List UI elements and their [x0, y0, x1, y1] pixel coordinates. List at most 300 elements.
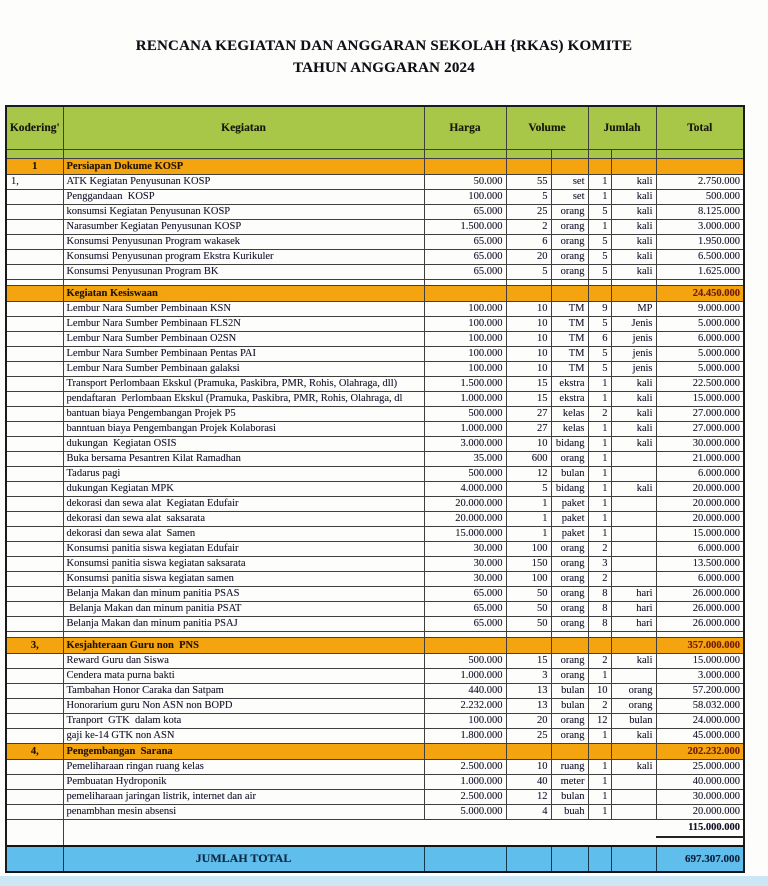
cell-total: 697.307.000: [656, 846, 744, 872]
cell-total: 500.000: [656, 189, 744, 204]
cell-jumlah-qty: 1: [588, 668, 611, 683]
cell-volume-qty: 10: [506, 346, 551, 361]
cell-harga: 1.500.000: [424, 219, 506, 234]
cell-kodering: [6, 759, 63, 774]
cell-jumlah-qty: 6: [588, 331, 611, 346]
cell-jumlah-qty: 1: [588, 451, 611, 466]
cell-kegiatan: Lembur Nara Sumber Pembinaan galaksi: [63, 361, 424, 376]
cell-volume-qty: 15: [506, 376, 551, 391]
cell-jumlah-qty: 1: [588, 376, 611, 391]
cell-harga: 65.000: [424, 601, 506, 616]
item-row: [6, 466, 744, 481]
cell-jumlah-unit: [611, 511, 656, 526]
cell-jumlah-qty: 1: [588, 189, 611, 204]
cell-volume-unit: orang: [551, 556, 588, 571]
cell-kodering: [6, 728, 63, 743]
cell-jumlah-qty: [588, 846, 611, 872]
cell-kodering: [6, 586, 63, 601]
cell-harga: 1.500.000: [424, 376, 506, 391]
cell-kegiatan: bantuan biaya Pengembangan Projek P5: [63, 406, 424, 421]
cell-harga: [424, 158, 506, 174]
cell-volume-unit: [551, 149, 588, 158]
item-row: [6, 586, 744, 601]
cell-jumlah-qty: 1: [588, 436, 611, 451]
cell-total: 15.000.000: [656, 653, 744, 668]
cell-jumlah-qty: 3: [588, 556, 611, 571]
cell-jumlah-unit: [611, 804, 656, 819]
cell-jumlah-unit: orang: [611, 683, 656, 698]
cell-jumlah-unit: [611, 158, 656, 174]
cell-volume-qty: 2: [506, 219, 551, 234]
cell-volume-unit: [551, 846, 588, 872]
cell-total: 5.000.000: [656, 346, 744, 361]
cell-jumlah-qty: [588, 637, 611, 653]
cell-jumlah-qty: 2: [588, 653, 611, 668]
item-row: [6, 451, 744, 466]
grand-row: [6, 846, 744, 872]
cell-kegiatan: Lembur Nara Sumber Pembinaan Pentas PAI: [63, 346, 424, 361]
cell-total: 202.232.000: [656, 743, 744, 759]
cell-kegiatan: Konsumsi Penyusunan Program BK: [63, 264, 424, 279]
cell-harga: [424, 637, 506, 653]
item-row: [6, 174, 744, 189]
cell-jumlah-qty: 1: [588, 789, 611, 804]
cell-jumlah-qty: 1: [588, 526, 611, 541]
cell-jumlah-unit: hari: [611, 616, 656, 631]
cell-kegiatan: Honorarium guru Non ASN non BOPD: [63, 698, 424, 713]
cell-total: 9.000.000: [656, 301, 744, 316]
cell-jumlah-unit: [611, 541, 656, 556]
cell-volume-unit: [551, 837, 588, 846]
cell-kegiatan: Pembuatan Hydroponik: [63, 774, 424, 789]
cell-kodering: [6, 846, 63, 872]
cell-total: 20.000.000: [656, 511, 744, 526]
cell-harga: [424, 837, 506, 846]
cell-jumlah-qty: 1: [588, 421, 611, 436]
cell-harga: 50.000: [424, 174, 506, 189]
cell-total: 3.000.000: [656, 668, 744, 683]
item-row: [6, 511, 744, 526]
cell-kegiatan: Konsumsi panitia siswa kegiatan saksarata: [63, 556, 424, 571]
cell-harga: 100.000: [424, 361, 506, 376]
cell-kegiatan: Transport Perlombaan Ekskul (Pramuka, Paskibra, PMR, Rohis, Olahraga, dll): [63, 376, 424, 391]
cell-kodering: 1: [6, 158, 63, 174]
item-row: [6, 653, 744, 668]
cell-harga: [424, 819, 506, 837]
cell-total: 1.950.000: [656, 234, 744, 249]
cell-total: 27.000.000: [656, 406, 744, 421]
cell-kodering: [6, 481, 63, 496]
cell-total: 15.000.000: [656, 391, 744, 406]
item-row: [6, 556, 744, 571]
cell-volume-qty: 50: [506, 616, 551, 631]
cell-kodering: [6, 698, 63, 713]
cell-jumlah-unit: [611, 637, 656, 653]
cell-harga: 65.000: [424, 204, 506, 219]
cell-volume-qty: [506, 158, 551, 174]
cell-jumlah-unit: kali: [611, 249, 656, 264]
item-row: [6, 713, 744, 728]
cell-volume-qty: 25: [506, 204, 551, 219]
cell-volume-unit: TM: [551, 316, 588, 331]
cell-total: 27.000.000: [656, 421, 744, 436]
cell-kegiatan: dekorasi dan sewa alat Samen: [63, 526, 424, 541]
cell-jumlah-unit: [611, 819, 656, 837]
cell-kodering: [6, 316, 63, 331]
cell-total: 24.450.000: [656, 285, 744, 301]
cell-volume-unit: buah: [551, 804, 588, 819]
cell-kegiatan: pendaftaran Perlombaan Ekskul (Pramuka, Paskibra, PMR, Rohis, Olahraga, dl: [63, 391, 424, 406]
cell-total: 45.000.000: [656, 728, 744, 743]
cell-total: 24.000.000: [656, 713, 744, 728]
cell-harga: 30.000: [424, 541, 506, 556]
cell-volume-unit: orang: [551, 451, 588, 466]
cell-kegiatan: [63, 819, 424, 837]
cell-jumlah-unit: [611, 556, 656, 571]
cell-jumlah-qty: [588, 743, 611, 759]
cell-kodering: [6, 713, 63, 728]
cell-total: 5.000.000: [656, 361, 744, 376]
cell-volume-qty: [506, 837, 551, 846]
cell-kodering: 3,: [6, 637, 63, 653]
cell-kodering: [6, 451, 63, 466]
cell-jumlah-unit: kali: [611, 421, 656, 436]
cell-volume-qty: 6: [506, 234, 551, 249]
cell-kodering: [6, 556, 63, 571]
cell-jumlah-unit: Jenis: [611, 316, 656, 331]
cell-total: 6.000.000: [656, 571, 744, 586]
cell-harga: 100.000: [424, 331, 506, 346]
item-row: [6, 668, 744, 683]
cell-kodering: [6, 264, 63, 279]
cell-volume-unit: [551, 819, 588, 837]
cell-total: 115.000.000: [656, 819, 744, 837]
cell-kegiatan: Lembur Nara Sumber Pembinaan O2SN: [63, 331, 424, 346]
table-header-row: [6, 106, 744, 150]
cell-jumlah-qty: 12: [588, 713, 611, 728]
cell-volume-qty: 10: [506, 436, 551, 451]
cell-volume-qty: 5: [506, 481, 551, 496]
cell-jumlah-unit: kali: [611, 189, 656, 204]
cell-harga: 100.000: [424, 346, 506, 361]
cell-jumlah-qty: 1: [588, 481, 611, 496]
cell-volume-qty: 10: [506, 301, 551, 316]
cell-kegiatan: dekorasi dan sewa alat Kegiatan Edufair: [63, 496, 424, 511]
cell-jumlah-qty: 8: [588, 616, 611, 631]
item-row: [6, 728, 744, 743]
cell-total: 13.500.000: [656, 556, 744, 571]
cell-harga: 65.000: [424, 234, 506, 249]
cell-kegiatan: Penggandaan KOSP: [63, 189, 424, 204]
cell-harga: 1.000.000: [424, 668, 506, 683]
cell-kodering: [6, 301, 63, 316]
cell-total: 40.000.000: [656, 774, 744, 789]
cell-total: 20.000.000: [656, 496, 744, 511]
title-line-2: TAHUN ANGGARAN 2024: [293, 59, 475, 76]
cell-volume-unit: ruang: [551, 759, 588, 774]
cell-jumlah-qty: 2: [588, 541, 611, 556]
cell-volume-qty: 10: [506, 331, 551, 346]
item-row: [6, 481, 744, 496]
cell-volume-qty: 27: [506, 406, 551, 421]
cell-kodering: [6, 774, 63, 789]
cell-total: 6.000.000: [656, 331, 744, 346]
header-total: Total: [656, 106, 744, 150]
cell-harga: [424, 285, 506, 301]
cell-total: 30.000.000: [656, 436, 744, 451]
cell-jumlah-qty: 5: [588, 316, 611, 331]
cell-volume-unit: ekstra: [551, 391, 588, 406]
cell-volume-qty: 100: [506, 571, 551, 586]
cell-volume-qty: 15: [506, 653, 551, 668]
cell-total: [656, 149, 744, 158]
cell-jumlah-qty: 1: [588, 728, 611, 743]
cell-kegiatan: Persiapan Dokume KOSP: [63, 158, 424, 174]
cell-kegiatan: konsumsi Kegiatan Penyusunan KOSP: [63, 204, 424, 219]
cell-kegiatan: Cendera mata purna bakti: [63, 668, 424, 683]
cell-jumlah-qty: 1: [588, 511, 611, 526]
cell-volume-unit: bulan: [551, 698, 588, 713]
header-kodering: Kodering': [6, 106, 63, 150]
cell-kegiatan: Belanja Makan dan minum panitia PSAT: [63, 601, 424, 616]
cell-jumlah-unit: kali: [611, 264, 656, 279]
cell-total: [656, 837, 744, 846]
item-row: [6, 406, 744, 421]
cell-volume-unit: paket: [551, 526, 588, 541]
cell-jumlah-unit: kali: [611, 204, 656, 219]
cell-kodering: [6, 406, 63, 421]
cell-total: 57.200.000: [656, 683, 744, 698]
cell-volume-unit: [551, 285, 588, 301]
cell-volume-qty: 20: [506, 249, 551, 264]
cell-total: 30.000.000: [656, 789, 744, 804]
cell-jumlah-unit: kali: [611, 759, 656, 774]
cell-kodering: [6, 819, 63, 837]
cell-volume-qty: 25: [506, 728, 551, 743]
cell-total: 6.000.000: [656, 541, 744, 556]
item-row: [6, 496, 744, 511]
cell-harga: 65.000: [424, 249, 506, 264]
header-kegiatan: Kegiatan: [63, 106, 424, 150]
cell-volume-qty: [506, 846, 551, 872]
cell-kodering: [6, 421, 63, 436]
cell-jumlah-unit: jenis: [611, 361, 656, 376]
cell-volume-unit: [551, 637, 588, 653]
cell-kodering: [6, 601, 63, 616]
cell-volume-unit: TM: [551, 331, 588, 346]
header-harga: Harga: [424, 106, 506, 150]
item-row: [6, 571, 744, 586]
cell-jumlah-qty: 5: [588, 346, 611, 361]
cell-kegiatan: dukungan Kegiatan OSIS: [63, 436, 424, 451]
cell-jumlah-qty: 5: [588, 361, 611, 376]
cell-volume-unit: TM: [551, 301, 588, 316]
section-row: [6, 158, 744, 174]
item-row: [6, 421, 744, 436]
cell-kodering: [6, 683, 63, 698]
cell-jumlah-unit: [611, 846, 656, 872]
cell-total: 26.000.000: [656, 616, 744, 631]
cell-volume-qty: 12: [506, 789, 551, 804]
cell-kodering: [6, 219, 63, 234]
cell-total: 6.500.000: [656, 249, 744, 264]
cell-kodering: [6, 653, 63, 668]
cell-volume-qty: 15: [506, 391, 551, 406]
cell-kegiatan: Konsumsi Penyusunan program Ekstra Kurikuler: [63, 249, 424, 264]
cell-volume-unit: TM: [551, 346, 588, 361]
cell-volume-qty: [506, 819, 551, 837]
cell-volume-unit: orang: [551, 219, 588, 234]
cell-harga: 100.000: [424, 713, 506, 728]
cell-volume-unit: [551, 158, 588, 174]
scan-bottom-band: [0, 876, 768, 886]
cell-volume-qty: 13: [506, 683, 551, 698]
cell-kegiatan: Tambahan Honor Caraka dan Satpam: [63, 683, 424, 698]
cell-volume-qty: 12: [506, 466, 551, 481]
item-row: [6, 219, 744, 234]
cell-kegiatan: JUMLAH TOTAL: [63, 846, 424, 872]
cell-volume-unit: paket: [551, 511, 588, 526]
cell-volume-qty: 600: [506, 451, 551, 466]
cell-volume-unit: set: [551, 189, 588, 204]
header-jumlah: Jumlah: [588, 106, 656, 150]
cell-jumlah-qty: 1: [588, 219, 611, 234]
cell-kegiatan: Pengembangan Sarana: [63, 743, 424, 759]
cell-harga: 1.000.000: [424, 774, 506, 789]
cell-jumlah-unit: jenis: [611, 331, 656, 346]
cell-kegiatan: Tranport GTK dalam kota: [63, 713, 424, 728]
cell-volume-qty: 55: [506, 174, 551, 189]
cell-jumlah-qty: 1: [588, 466, 611, 481]
cell-jumlah-qty: 1: [588, 759, 611, 774]
cell-kodering: [6, 571, 63, 586]
item-row: [6, 391, 744, 406]
cell-kodering: [6, 511, 63, 526]
cell-harga: 2.500.000: [424, 789, 506, 804]
cell-volume-unit: orang: [551, 249, 588, 264]
cell-kodering: [6, 837, 63, 846]
cell-kodering: [6, 668, 63, 683]
cell-volume-unit: kelas: [551, 406, 588, 421]
cell-jumlah-unit: [611, 571, 656, 586]
cell-harga: 30.000: [424, 571, 506, 586]
cell-kodering: [6, 331, 63, 346]
cell-kegiatan: Buka bersama Pesantren Kilat Ramadhan: [63, 451, 424, 466]
cell-total: 26.000.000: [656, 601, 744, 616]
item-row: [6, 774, 744, 789]
cell-volume-unit: meter: [551, 774, 588, 789]
cell-jumlah-qty: [588, 149, 611, 158]
cell-kodering: [6, 436, 63, 451]
cell-volume-unit: kelas: [551, 421, 588, 436]
cell-harga: 500.000: [424, 653, 506, 668]
cell-volume-unit: orang: [551, 586, 588, 601]
cell-jumlah-unit: kali: [611, 234, 656, 249]
cell-volume-qty: 40: [506, 774, 551, 789]
cell-jumlah-qty: [588, 837, 611, 846]
cell-jumlah-unit: kali: [611, 406, 656, 421]
cell-jumlah-unit: kali: [611, 653, 656, 668]
cell-kegiatan: pemeliharaan jaringan listrik, internet dan air: [63, 789, 424, 804]
cell-jumlah-unit: hari: [611, 586, 656, 601]
cell-harga: 20.000.000: [424, 496, 506, 511]
cell-volume-qty: 10: [506, 361, 551, 376]
cell-harga: 3.000.000: [424, 436, 506, 451]
cell-jumlah-unit: jenis: [611, 346, 656, 361]
cell-jumlah-unit: [611, 743, 656, 759]
cell-jumlah-qty: [588, 819, 611, 837]
cell-kodering: [6, 789, 63, 804]
cell-volume-unit: orang: [551, 234, 588, 249]
cell-volume-qty: 3: [506, 668, 551, 683]
cell-jumlah-unit: kali: [611, 728, 656, 743]
cell-kegiatan: ATK Kegiatan Penyusunan KOSP: [63, 174, 424, 189]
cell-jumlah-qty: 1: [588, 496, 611, 511]
cell-volume-qty: 5: [506, 264, 551, 279]
cell-kodering: [6, 149, 63, 158]
cell-total: 8.125.000: [656, 204, 744, 219]
cell-total: 20.000.000: [656, 804, 744, 819]
cell-kegiatan: Narasumber Kegiatan Penyusunan KOSP: [63, 219, 424, 234]
cell-jumlah-unit: MP: [611, 301, 656, 316]
cell-total: 21.000.000: [656, 451, 744, 466]
cell-volume-unit: [551, 743, 588, 759]
cell-jumlah-qty: 5: [588, 249, 611, 264]
cell-harga: 1.800.000: [424, 728, 506, 743]
cell-kegiatan: Reward Guru dan Siswa: [63, 653, 424, 668]
cell-volume-qty: [506, 285, 551, 301]
item-row: [6, 616, 744, 631]
cell-jumlah-unit: [611, 668, 656, 683]
cell-volume-unit: orang: [551, 601, 588, 616]
cell-harga: 500.000: [424, 406, 506, 421]
cell-harga: 5.000.000: [424, 804, 506, 819]
cell-kodering: [6, 391, 63, 406]
cell-kegiatan: Lembur Nara Sumber Pembinaan KSN: [63, 301, 424, 316]
cell-jumlah-qty: 8: [588, 601, 611, 616]
cell-volume-qty: 1: [506, 496, 551, 511]
cell-volume-qty: 13: [506, 698, 551, 713]
cell-jumlah-qty: 1: [588, 804, 611, 819]
cell-kodering: [6, 285, 63, 301]
cell-jumlah-unit: orang: [611, 698, 656, 713]
cell-jumlah-unit: [611, 774, 656, 789]
item-row: [6, 264, 744, 279]
cell-volume-unit: orang: [551, 653, 588, 668]
cell-volume-unit: bulan: [551, 683, 588, 698]
cell-kegiatan: penambhan mesin absensi: [63, 804, 424, 819]
item-row: [6, 331, 744, 346]
cell-kegiatan: [63, 149, 424, 158]
cell-harga: 20.000.000: [424, 511, 506, 526]
cell-kodering: [6, 376, 63, 391]
cell-jumlah-unit: [611, 526, 656, 541]
cell-jumlah-unit: [611, 837, 656, 846]
cell-harga: 15.000.000: [424, 526, 506, 541]
cell-jumlah-unit: kali: [611, 391, 656, 406]
cell-jumlah-unit: [611, 466, 656, 481]
cell-jumlah-qty: 5: [588, 264, 611, 279]
cell-kegiatan: Pemeliharaan ringan ruang kelas: [63, 759, 424, 774]
cell-total: 6.000.000: [656, 466, 744, 481]
cell-volume-unit: TM: [551, 361, 588, 376]
cell-kegiatan: [63, 837, 424, 846]
cell-volume-qty: [506, 743, 551, 759]
cell-harga: 500.000: [424, 466, 506, 481]
item-row: [6, 316, 744, 331]
cell-total: 1.625.000: [656, 264, 744, 279]
budget-table: [5, 105, 745, 873]
